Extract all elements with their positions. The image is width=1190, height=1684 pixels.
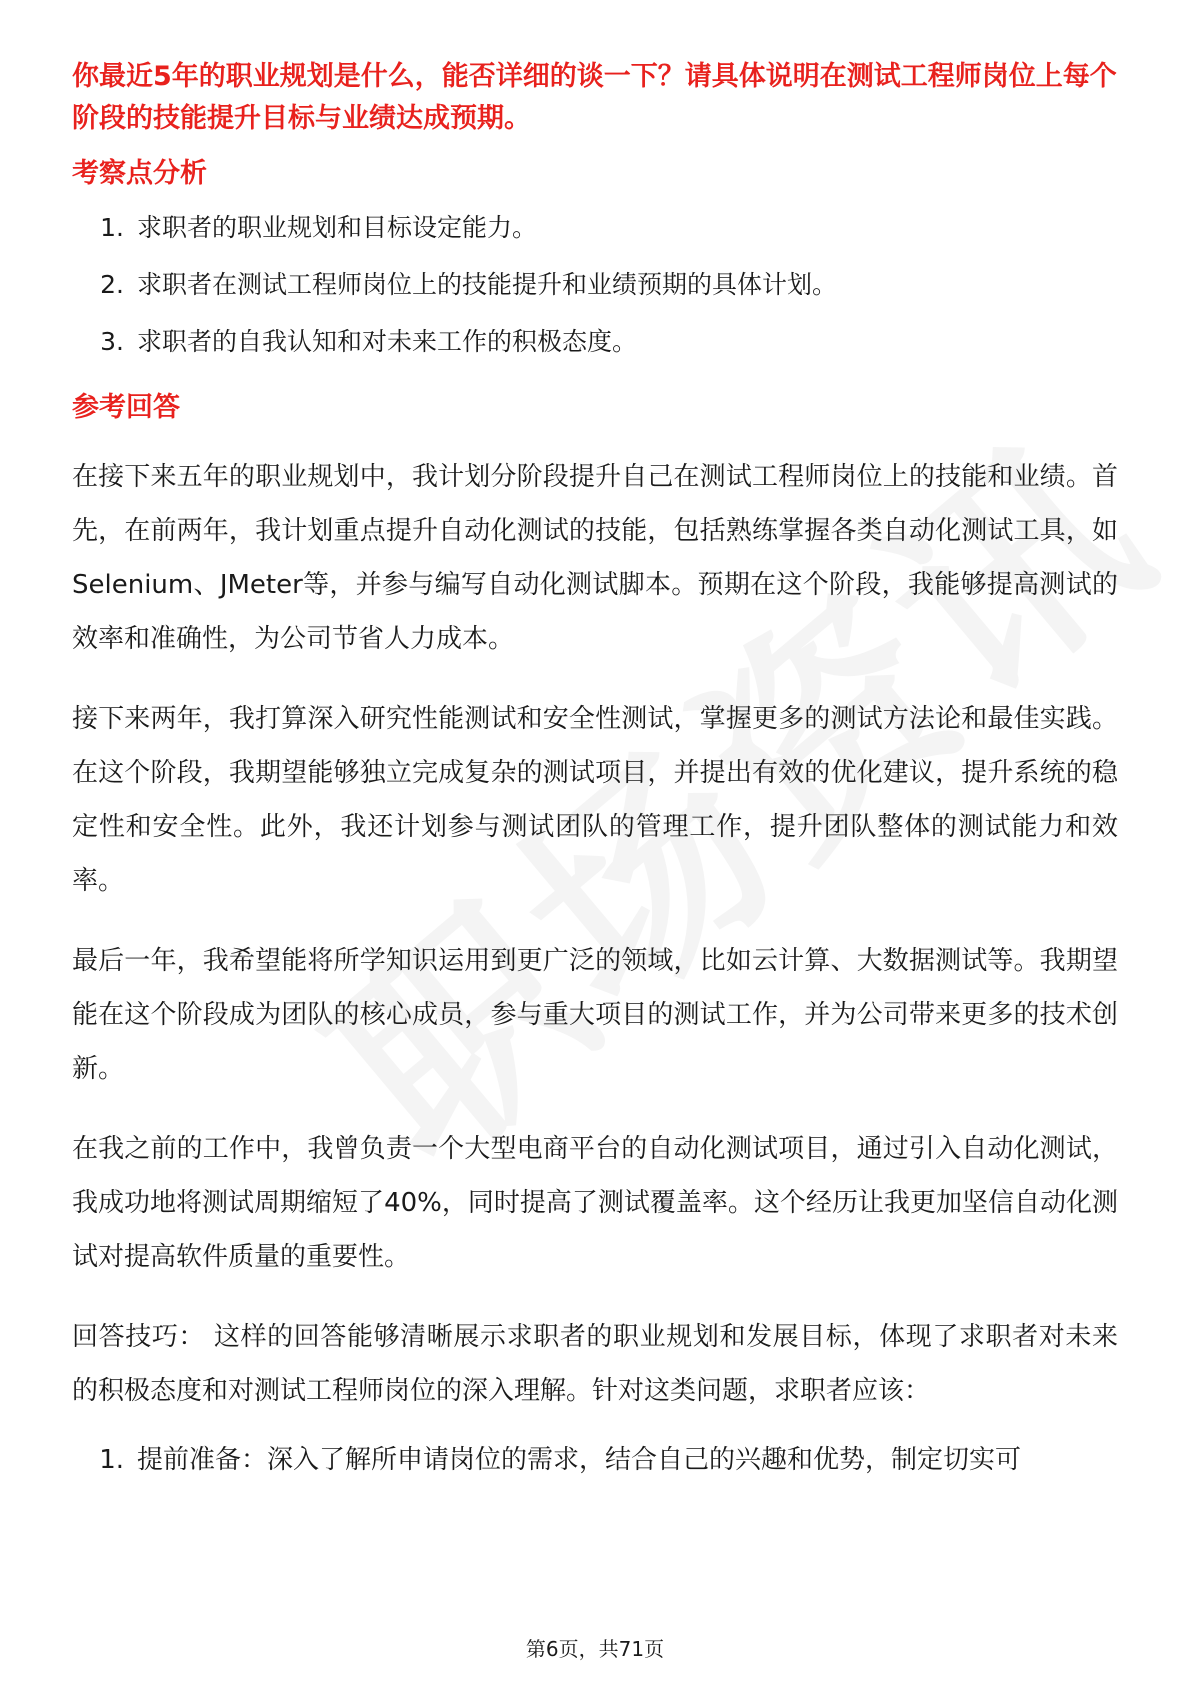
list-item-text: 求职者在测试工程师岗位上的技能提升和业绩预期的具体计划。 [137, 270, 838, 299]
answer-paragraph: 最后一年，我希望能将所学知识运用到更广泛的领域，比如云计算、大数据测试等。我期望能在这个阶段成为团队的核心成员，参与重大项目的测试工作，并为公司带来更多的技术创新。 [72, 946, 1118, 1084]
answer-paragraph: 接下来两年，我打算深入研究性能测试和安全性测试，掌握更多的测试方法论和最佳实践。在这个阶段，我期望能够独立完成复杂的测试项目，并提出有效的优化建议，提升系统的稳定性和安全性。此外，我还计划参与测试团队的管理工作，提升团队整体的测试能力和效率。 [72, 704, 1118, 896]
analysis-section-title: 考察点分析 [72, 158, 207, 189]
tips-intro: 回答技巧： 这样的回答能够清晰展示求职者的职业规划和发展目标，体现了求职者对未来的积极态度和对测试工程师岗位的深入理解。针对这类问题，求职者应该： [72, 1322, 1118, 1406]
list-item-text: 提前准备：深入了解所申请岗位的需求，结合自己的兴趣和优势，制定切实可 [137, 1445, 1022, 1475]
answer-section-title: 参考回答 [72, 392, 180, 423]
page-footer: 第6页，共71页 [525, 1637, 665, 1661]
tips-list [72, 1440, 1118, 1480]
list-item-text: 求职者的自我认知和对未来工作的积极态度。 [137, 327, 638, 356]
list-item-text: 求职者的职业规划和目标设定能力。 [137, 213, 538, 242]
list-item-number: 1. [99, 1445, 124, 1475]
list-item [72, 208, 1118, 248]
question-heading: 你最近5年的职业规划是什么，能否详细的谈一下？请具体说明在测试工程师岗位上每个阶段的技能提升目标与业绩达成预期。 [72, 61, 1117, 134]
list-item-number: 1. [100, 213, 124, 242]
list-item [72, 265, 1118, 305]
page-content [72, 56, 1118, 1480]
list-item-number: 3. [100, 327, 124, 356]
answer-paragraph: 在接下来五年的职业规划中，我计划分阶段提升自己在测试工程师岗位上的技能和业绩。首先，在前两年，我计划重点提升自动化测试的技能，包括熟练掌握各类自动化测试工具，如Selenium、JMeter等，并参与编写自动化测试脚本。预期在这个阶段，我能够提高测试的效率和准确性，为公司节省人力成本。 [72, 462, 1118, 654]
list-item-number: 2. [100, 270, 124, 299]
list-item [72, 1440, 1118, 1480]
answer-paragraph: 在我之前的工作中，我曾负责一个大型电商平台的自动化测试项目，通过引入自动化测试，我成功地将测试周期缩短了40%，同时提高了测试覆盖率。这个经历让我更加坚信自动化测试对提高软件质量的重要性。 [72, 1134, 1118, 1272]
list-item [72, 322, 1118, 362]
analysis-list [72, 208, 1118, 362]
